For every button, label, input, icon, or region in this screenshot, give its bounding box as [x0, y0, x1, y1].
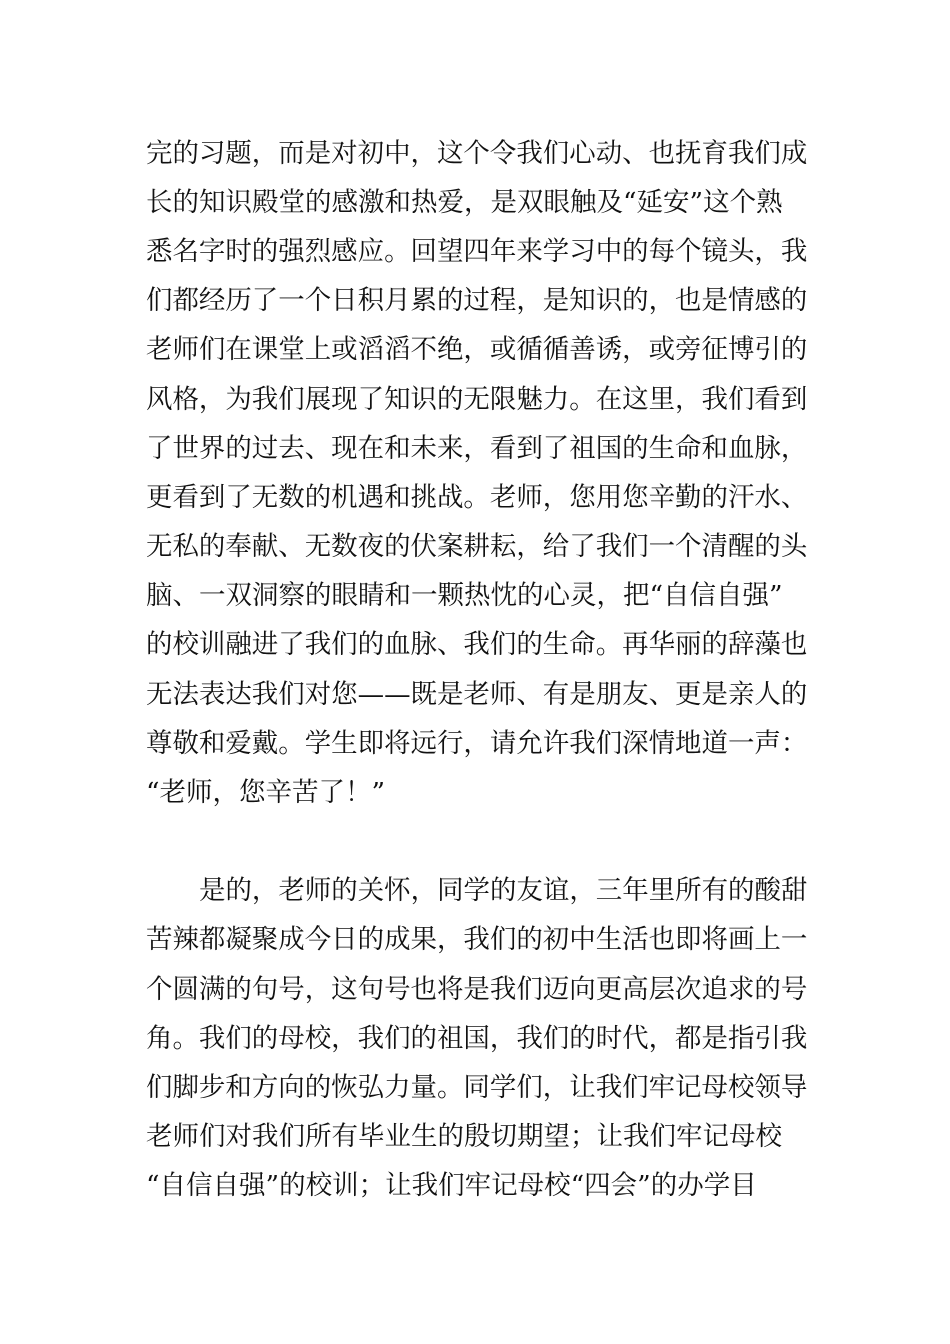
text-line: 是的，老师的关怀，同学的友谊，三年里所有的酸甜: [199, 875, 808, 906]
text-line: 角。我们的母校，我们的祖国，我们的时代，都是指引我: [146, 1023, 808, 1054]
text-line: 脑、一双洞察的眼睛和一颗热忱的心灵，把“自信自强”: [146, 580, 783, 611]
text-line: 老师们对我们所有毕业生的殷切期望；让我们牢记母校: [146, 1121, 782, 1152]
text-line: 老师们在课堂上或滔滔不绝，或循循善诱，或旁征博引的: [146, 334, 808, 365]
text-line: 尊敬和爱戴。学生即将远行，请允许我们深情地道一声：: [146, 728, 808, 759]
text-line: 长的知识殿堂的感激和热爱，是双眼触及“延安”这个熟: [146, 187, 783, 218]
text-line: “自信自强”的校训；让我们牢记母校“四会”的办学目: [146, 1170, 757, 1201]
text-line: 更看到了无数的机遇和挑战。老师，您用您辛勤的汗水、: [146, 482, 808, 513]
text-line: 悉名字时的强烈感应。回望四年来学习中的每个镜头，我: [146, 236, 808, 267]
text-line: 无法表达我们对您——既是老师、有是朋友、更是亲人的: [146, 679, 808, 710]
text-line: 的校训融进了我们的血脉、我们的生命。再华丽的辞藻也: [146, 629, 808, 660]
text-line: 个圆满的句号，这句号也将是我们迈向更高层次追求的号: [146, 974, 808, 1005]
text-line: 完的习题，而是对初中，这个令我们心动、也抚育我们成: [146, 138, 808, 169]
text-line: 无私的奉献、无数夜的伏案耕耘，给了我们一个清醒的头: [146, 531, 808, 562]
text-line: 了世界的过去、现在和未来，看到了祖国的生命和血脉，: [146, 433, 808, 464]
text-line: 风格，为我们展现了知识的无限魅力。在这里，我们看到: [146, 384, 808, 415]
text-line: 们脚步和方向的恢弘力量。同学们，让我们牢记母校领导: [146, 1072, 808, 1103]
text-line: “老师，您辛苦了！”: [146, 777, 386, 808]
text-line: 苦辣都凝聚成今日的成果，我们的初中生活也即将画上一: [146, 924, 808, 955]
text-line: 们都经历了一个日积月累的过程，是知识的，也是情感的: [146, 285, 808, 316]
